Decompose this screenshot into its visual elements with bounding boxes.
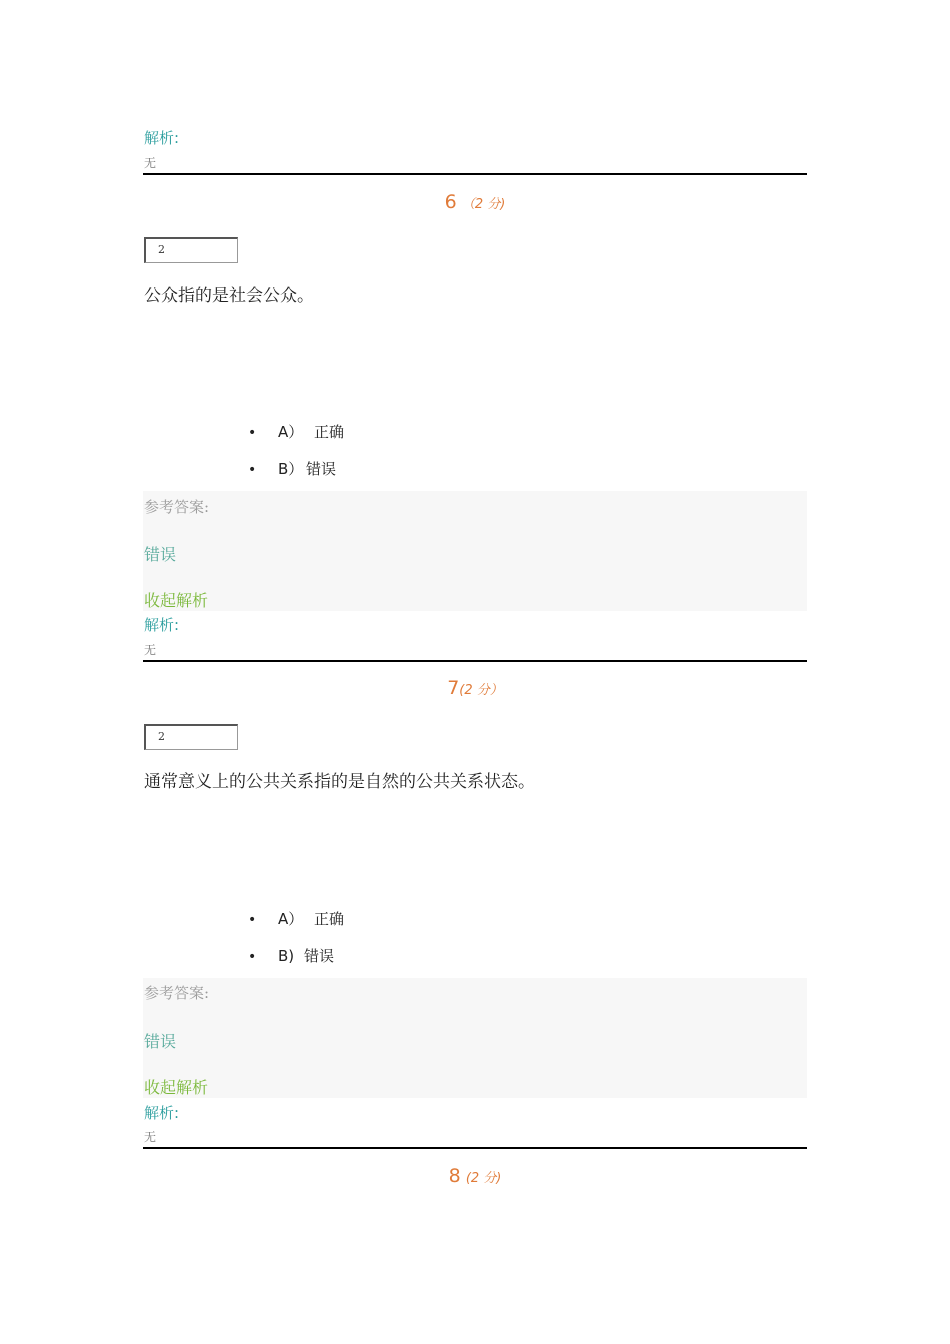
option-text: 错误	[306, 460, 337, 478]
option-text: 错误	[304, 947, 335, 965]
question-score: （2 分)	[461, 197, 506, 212]
option-key: A）	[278, 423, 304, 441]
question-number-value: 8	[448, 1165, 461, 1187]
question-stem: 通常意义上的公共关系指的是自然的公共关系状态。	[144, 772, 535, 792]
question-stem: 公众指的是社会公众。	[144, 286, 314, 306]
reference-answer: 错误	[144, 1032, 177, 1051]
collapse-analysis-link[interactable]: 收起解析	[144, 591, 209, 610]
option-text: 正确	[314, 423, 345, 441]
analysis-label: 解析:	[144, 1104, 180, 1122]
reference-answer-label: 参考答案:	[144, 984, 210, 1002]
bullet-icon: •	[248, 949, 257, 965]
question-number	[0, 677, 950, 699]
option-a[interactable]	[248, 908, 344, 929]
option-b[interactable]	[248, 458, 336, 479]
question-number	[0, 191, 950, 213]
analysis-text: 无	[144, 643, 157, 657]
analysis-text: 无	[144, 156, 157, 170]
option-key: B)	[278, 947, 295, 965]
score-input[interactable]: 2	[144, 237, 238, 263]
option-key: B）	[278, 460, 304, 478]
reference-answer: 错误	[144, 545, 177, 564]
analysis-label: 解析:	[144, 129, 180, 147]
question-score: (2 分)	[465, 1171, 502, 1186]
collapse-analysis-link[interactable]: 收起解析	[144, 1078, 209, 1097]
question-number-value: 7	[447, 677, 460, 699]
option-a[interactable]	[248, 421, 344, 442]
divider	[143, 660, 807, 662]
divider	[143, 173, 807, 175]
score-input[interactable]: 2	[144, 724, 238, 750]
answer-panel	[143, 491, 807, 611]
bullet-icon: •	[248, 425, 257, 441]
question-number	[0, 1165, 950, 1187]
option-text: 正确	[314, 910, 345, 928]
divider	[143, 1147, 807, 1149]
analysis-text: 无	[144, 1130, 157, 1144]
question-score: (2 分）	[459, 683, 503, 698]
option-b[interactable]	[248, 945, 334, 966]
question-number-value: 6	[444, 191, 457, 213]
option-key: A）	[278, 910, 304, 928]
answer-panel	[143, 978, 807, 1098]
reference-answer-label: 参考答案:	[144, 498, 210, 516]
analysis-label: 解析:	[144, 616, 180, 634]
bullet-icon: •	[248, 912, 257, 928]
bullet-icon: •	[248, 462, 257, 478]
